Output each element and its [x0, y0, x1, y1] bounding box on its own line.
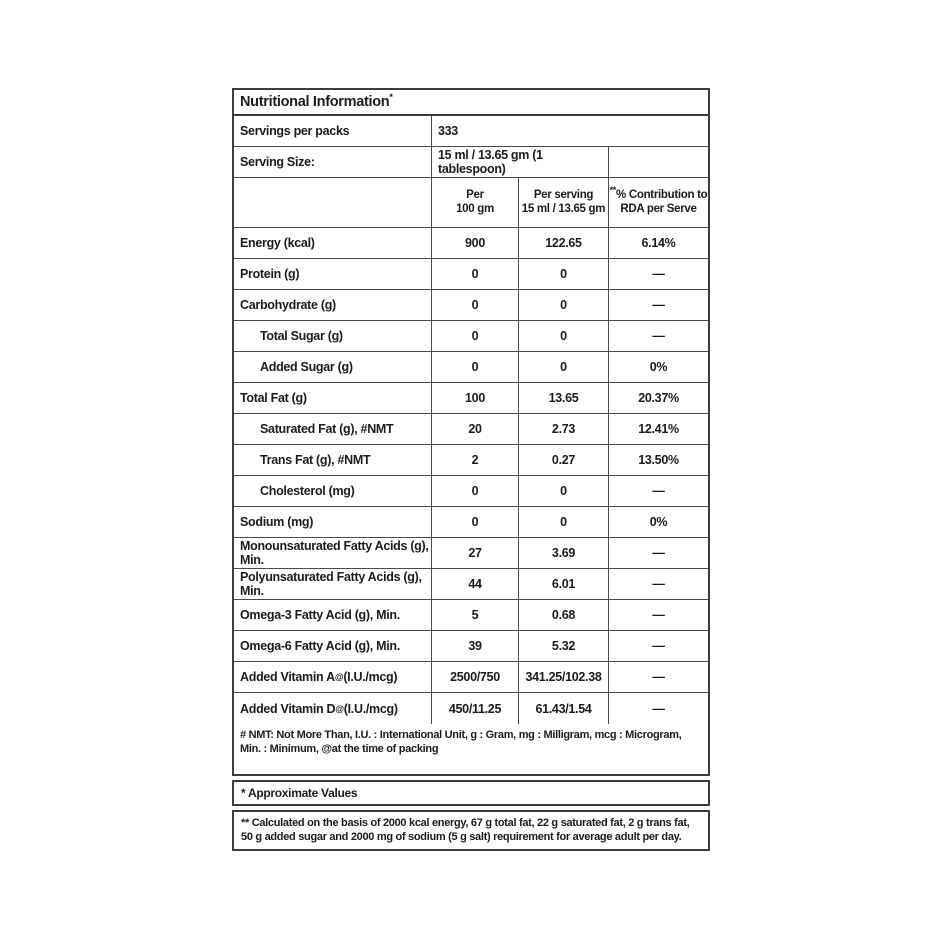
- column-header-per-serving: [519, 178, 609, 227]
- table-row: [234, 476, 708, 507]
- row-label: [234, 383, 432, 413]
- row-label-text: Monounsaturated Fatty Acids (g), Min.: [240, 539, 429, 567]
- table-row: [234, 507, 708, 538]
- row-label: [234, 538, 432, 568]
- row-per-serving-value: 0: [519, 321, 609, 351]
- row-per-serving-value: 5.32: [519, 631, 609, 661]
- row-per-serving-value: 0: [519, 476, 609, 506]
- row-label: [234, 476, 432, 506]
- row-per-100gm-value: 0: [432, 476, 519, 506]
- row-per-100gm-value: 450/11.25: [432, 693, 519, 724]
- row-label: [234, 228, 432, 258]
- row-rda-contribution-value: —: [652, 484, 665, 498]
- row-label: [234, 600, 432, 630]
- column-header-empty: [234, 178, 432, 227]
- servings-value: 333: [438, 124, 458, 138]
- row-per-100gm-value: 0: [432, 321, 519, 351]
- row-rda-contribution-value: 6.14%: [641, 236, 676, 250]
- calculated-basis-note: [232, 810, 710, 851]
- row-label: [234, 414, 432, 444]
- serving-size-spacer: [609, 147, 708, 177]
- row-per-100gm-value: 0: [432, 290, 519, 320]
- row-rda-contribution-value: —: [652, 329, 665, 343]
- nutrition-table: [232, 88, 710, 776]
- row-per-100gm-value: 900: [432, 228, 519, 258]
- row-label: [234, 507, 432, 537]
- per-serving-line2: 15 ml / 13.65 gm: [521, 202, 606, 215]
- row-rda-contribution-value: 12.41%: [638, 422, 679, 436]
- row-rda-contribution-value: —: [652, 267, 665, 281]
- serving-size-label: Serving Size:: [234, 147, 432, 177]
- row-label-text: Sodium (mg): [240, 515, 314, 529]
- row-per-serving-value: 61.43/1.54: [519, 693, 609, 724]
- per-100-line2: 100 gm: [456, 202, 494, 215]
- row-label-text: Carbohydrate (g): [240, 298, 336, 312]
- row-label-text: Added Vitamin D: [240, 701, 336, 716]
- row-rda-contribution-value: —: [652, 546, 665, 560]
- table-row: [234, 414, 708, 445]
- row-per-100gm-value: 0: [432, 352, 519, 382]
- table-title: [240, 94, 393, 110]
- table-row: [234, 693, 708, 724]
- footnote-line2: Min. : Minimum, @at the time of packing: [240, 743, 439, 756]
- rda-line2: RDA per Serve: [620, 202, 697, 215]
- table-row: [234, 600, 708, 631]
- row-label-text: Saturated Fat (g), #NMT: [260, 422, 394, 436]
- serving-size-row: [234, 147, 708, 178]
- row-per-serving-value: 0: [519, 290, 609, 320]
- row-per-100gm-value: 0: [432, 259, 519, 289]
- row-per-100gm-value: 2: [432, 445, 519, 475]
- row-per-100gm-value: 20: [432, 414, 519, 444]
- row-label: [234, 259, 432, 289]
- row-label: [234, 290, 432, 320]
- column-header-row: [234, 178, 708, 228]
- row-per-serving-value: 2.73: [519, 414, 609, 444]
- table-title-row: [234, 90, 708, 116]
- rda-line1-text: % Contribution to: [616, 189, 708, 202]
- title-asterisk: *: [389, 92, 393, 103]
- row-label-text: Polyunsaturated Fatty Acids (g), Min.: [240, 570, 422, 598]
- row-label: Added Vitamin A @ (I.U./mcg): [234, 662, 432, 692]
- row-per-serving-value: 0: [519, 507, 609, 537]
- row-rda-contribution-value: —: [652, 577, 665, 591]
- servings-row: [234, 116, 708, 147]
- row-label-text: Omega-3 Fatty Acid (g), Min.: [240, 608, 400, 622]
- row-rda-contribution-value: —: [652, 608, 665, 622]
- row-label-text: Total Sugar (g): [260, 329, 343, 343]
- row-label-text: Total Fat (g): [240, 391, 307, 405]
- rda-line1: [609, 185, 708, 202]
- approximate-values-note: [232, 780, 710, 806]
- row-label-text: Omega-6 Fatty Acid (g), Min.: [240, 639, 400, 653]
- row-per-100gm-value: 2500/750: [432, 662, 519, 692]
- row-label: [234, 352, 432, 382]
- row-rda-contribution-value: 13.50%: [638, 453, 679, 467]
- row-per-100gm-value: 5: [432, 600, 519, 630]
- row-per-serving-value: 0.68: [519, 600, 609, 630]
- row-rda-contribution-value: 0%: [649, 515, 668, 529]
- column-header-per-100gm: [432, 178, 519, 227]
- row-label-suffix: (I.U./mcg): [343, 701, 398, 716]
- table-row: [234, 352, 708, 383]
- table-row: [234, 383, 708, 414]
- row-per-serving-value: 0: [519, 352, 609, 382]
- table-row: [234, 631, 708, 662]
- table-row: [234, 445, 708, 476]
- rda-double-asterisk: **: [609, 185, 617, 196]
- row-per-serving-value: 6.01: [519, 569, 609, 599]
- row-label-text: Added Vitamin A: [240, 670, 335, 684]
- calculated-basis-text: ** Calculated on the basis of 2000 kcal energy, 67 g total fat, 22 g saturated fat, 2 g trans fat, 50 g added sugar and 2000 mg of sodium (5 g salt) requirement for average adult per day.: [241, 817, 690, 844]
- row-label: [234, 631, 432, 661]
- row-rda-contribution-value: —: [652, 639, 665, 653]
- row-label: Added Vitamin D @ (I.U./mcg): [234, 693, 432, 724]
- row-per-serving-value: 3.69: [519, 538, 609, 568]
- approximate-values-text: * Approximate Values: [241, 786, 358, 800]
- row-per-100gm-value: 44: [432, 569, 519, 599]
- column-header-rda: [609, 178, 708, 227]
- table-row: [234, 662, 708, 693]
- table-row: [234, 569, 708, 600]
- table-row: [234, 321, 708, 352]
- table-row: [234, 259, 708, 290]
- row-label-text: Protein (g): [240, 267, 300, 281]
- row-label-text: Trans Fat (g), #NMT: [260, 453, 371, 467]
- row-per-100gm-value: 27: [432, 538, 519, 568]
- row-label-text: Energy (kcal): [240, 236, 315, 250]
- table-title-text: Nutritional Information: [240, 94, 390, 110]
- row-per-serving-value: 341.25/102.38: [519, 662, 609, 692]
- abbreviation-footnote: [234, 724, 708, 774]
- row-label-text: Cholesterol (mg): [260, 484, 355, 498]
- table-body: [234, 228, 708, 724]
- row-label: [234, 445, 432, 475]
- table-row: [234, 290, 708, 321]
- servings-label: Servings per packs: [234, 116, 432, 146]
- row-rda-contribution-value: —: [652, 701, 665, 716]
- row-per-100gm-value: 0: [432, 507, 519, 537]
- table-row: [234, 228, 708, 259]
- row-per-serving-value: 0: [519, 259, 609, 289]
- row-label-text: Added Sugar (g): [260, 360, 353, 374]
- row-per-100gm-value: 100: [432, 383, 519, 413]
- row-rda-contribution-value: —: [652, 298, 665, 312]
- row-rda-contribution-value: 20.37%: [638, 391, 679, 405]
- row-label: [234, 321, 432, 351]
- row-label: [234, 569, 432, 599]
- per-serving-line1: Per serving: [533, 189, 594, 202]
- row-per-serving-value: 13.65: [519, 383, 609, 413]
- row-per-serving-value: 122.65: [519, 228, 609, 258]
- row-rda-contribution-value: 0%: [649, 360, 668, 374]
- row-per-serving-value: 0.27: [519, 445, 609, 475]
- row-per-100gm-value: 39: [432, 631, 519, 661]
- serving-size-value: 15 ml / 13.65 gm (1 tablespoon): [432, 147, 609, 177]
- per-100-line1: Per: [466, 189, 484, 202]
- footnote-line1: # NMT: Not More Than, I.U. : International Unit, g : Gram, mg : Milligram, mcg : Microgram,: [240, 729, 682, 741]
- table-row: [234, 538, 708, 569]
- row-label-suffix: (I.U./mcg): [343, 670, 398, 684]
- row-rda-contribution-value: —: [652, 670, 665, 684]
